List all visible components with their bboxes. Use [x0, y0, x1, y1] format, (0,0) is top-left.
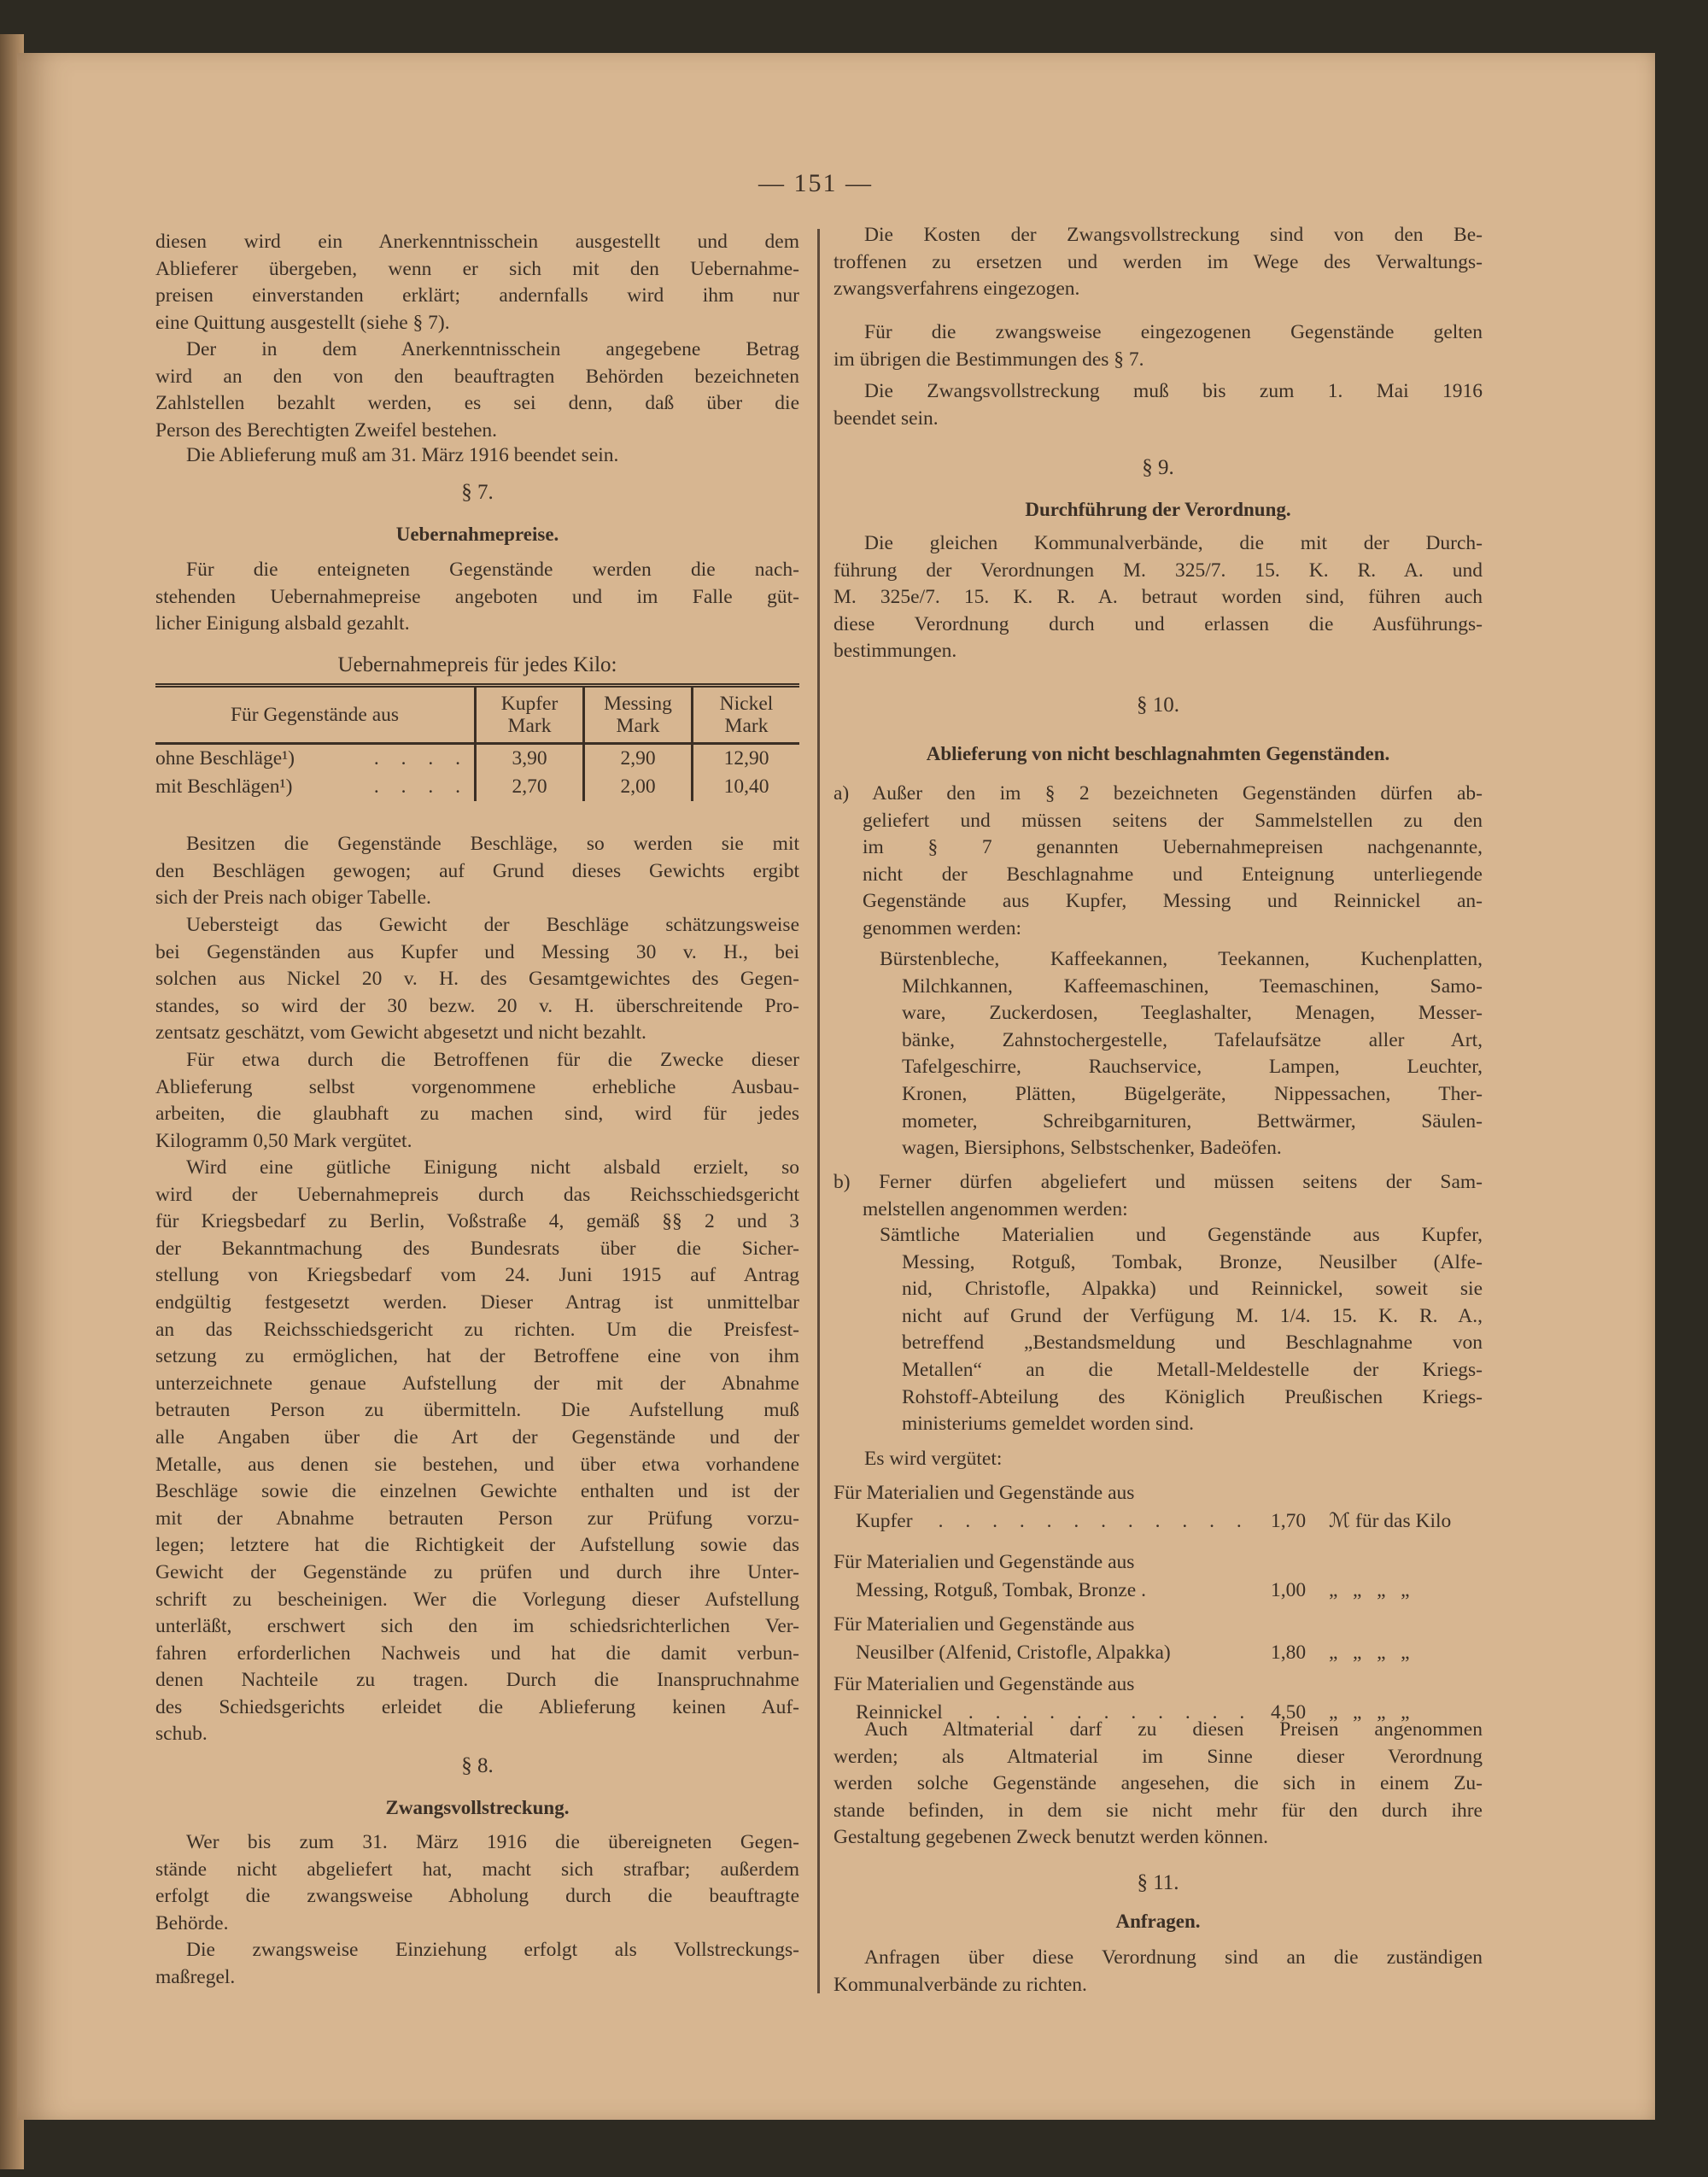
section-number: § 9. [1142, 456, 1174, 479]
paragraph [834, 222, 1483, 303]
row-label [155, 744, 476, 774]
text-line: Kilogramm 0,50 Mark vergütet. [155, 1129, 412, 1152]
text-line: endgültig festgesetzt werden. Dieser Antrag ist unmittelbar [155, 1290, 799, 1314]
text-line: Kommunalverbände zu richten. [834, 1973, 1087, 1996]
text-line: Die Zwangsvollstreckung muß bis zum 1. Mai 1916 [864, 380, 1483, 402]
text-line: maßregel. [155, 1965, 236, 1988]
paragraph [834, 319, 1483, 373]
text-line: betrauten Person zu übermitteln. Die Aufstellung muß [155, 1399, 799, 1422]
price-amount: 1,70 [1271, 1510, 1307, 1532]
table-cell: 10,40 [693, 773, 800, 801]
row-label-text: mit Beschlägen¹) [155, 775, 293, 798]
section-block [834, 692, 1483, 719]
paragraph [834, 1945, 1483, 1999]
text-line: wagen, Biersiphons, Selbstschenker, Badeöfen. [902, 1137, 1282, 1160]
text-line: des Schiedsgerichts erleidet die Ablieferung keinen Auf- [155, 1695, 799, 1718]
section-number: § 8. [461, 1754, 494, 1777]
paragraph [155, 557, 799, 638]
hang-block [834, 1169, 1483, 1223]
price-amount: 1,00 [1271, 1579, 1307, 1601]
table-cell: 12,90 [693, 744, 800, 774]
text-line: Metallen“ an die Metall-Meldestelle der Kriegs- [902, 1358, 1483, 1381]
text-line: bestimmungen. [834, 640, 957, 663]
text-line: bänke, Zahnstochergestelle, Tafelaufsätze aller Art, [902, 1028, 1483, 1051]
text-line: der Bekanntmachung des Bundesrats über die Sicher- [155, 1237, 799, 1260]
text-line: Wird eine gütliche Einigung nicht alsbald erzielt, so [186, 1156, 799, 1179]
text-line: geliefert und müssen seitens der Sammelstellen zu den [863, 809, 1483, 832]
text-line: Beschläge sowie die einzelnen Gewichte enthalten und ist der [155, 1480, 799, 1503]
text-line: alle Angaben über die Art der Gegenstände und der [155, 1425, 799, 1448]
text-line: Der in dem Anerkenntnisschein angegebene Betrag [186, 338, 799, 360]
table-row [155, 744, 799, 774]
text-line: legen; letztere hat die Richtigkeit der Aufstellung sowie das [155, 1534, 799, 1557]
list-block [834, 946, 1483, 1162]
paragraph [834, 530, 1483, 665]
price-item-label: Messing, Rotguß, Tombak, Bronze . [856, 1579, 1146, 1601]
text-line: M. 325e/7. 15. K. R. A. betraut worden sind, führen auch [834, 586, 1483, 609]
text-line: im übrigen die Bestimmungen des § 7. [834, 348, 1144, 371]
text-line: beendet sein. [834, 407, 939, 430]
text-line: melstellen angenommen werden: [863, 1197, 1128, 1220]
text-line: bei Gegenständen aus Kupfer und Messing 30 v. H., bei [155, 940, 799, 963]
title-block [834, 740, 1483, 768]
text-line: an das Reichsschiedsgericht zu richten. Um die Preisfest- [155, 1318, 799, 1341]
text-line: Es wird vergütet: [864, 1448, 1003, 1470]
price-item-heading: Für Materialien und Gegenstände aus [834, 1673, 1135, 1695]
column-header: Messing Mark [584, 688, 693, 744]
section-title: Uebernahmepreise. [395, 524, 559, 545]
text-line: ministeriums gemeldet worden sind. [902, 1413, 1195, 1436]
section-title: Anfragen. [1115, 1911, 1201, 1932]
section-block [834, 454, 1483, 482]
text-line: schrift zu bescheinigen. Wer die Vorlegung dieser Aufstellung [155, 1588, 799, 1611]
title-block [155, 1794, 799, 1822]
text-line: preisen einverstanden erklärt; andernfalls wird ihm nur [155, 284, 799, 307]
leader-dots: . . . . . . . . . . . [968, 1701, 1254, 1723]
paragraph [155, 1155, 799, 1748]
text-line: Rohstoff-Abteilung des Königlich Preußischen Kriegs- [902, 1385, 1483, 1408]
paragraph [155, 1047, 799, 1155]
text-line: mometer, Schreibgarnituren, Bettwärmer, Säulen- [902, 1109, 1483, 1132]
text-line: Uebersteigt das Gewicht der Beschläge schätzungsweise [186, 914, 799, 936]
text-line: sich der Preis nach obiger Tabelle. [155, 887, 431, 910]
text-line: zentsatz geschätzt, vom Gewicht abgesetzt und nicht bezahlt. [155, 1021, 646, 1045]
table-header-row [155, 688, 799, 744]
text-line: Kronen, Plätten, Bügelgeräte, Nippessachen, Ther- [902, 1082, 1483, 1105]
section-block [155, 479, 799, 506]
title-block [834, 1908, 1483, 1935]
price-unit: „ „ „ „ [1329, 1579, 1410, 1601]
text-line: führung der Verordnungen M. 325/7. 15. K. R. A. und [834, 559, 1483, 582]
page-number: — 151 — [758, 169, 873, 197]
paragraph [834, 378, 1483, 432]
text-line: Behörde. [155, 1911, 229, 1934]
text-line: Wer bis zum 31. März 1916 die übereigneten Gegen- [186, 1831, 799, 1853]
text-line: schub. [155, 1723, 208, 1746]
text-line: solchen aus Nickel 20 v. H. des Gesamtgewichtes des Gegen- [155, 968, 799, 991]
text-line: setzung zu ermöglichen, hat der Betroffene eine von ihm [155, 1345, 799, 1368]
table-caption: Uebernahmepreis für jedes Kilo: [337, 653, 617, 676]
section-block [155, 1753, 799, 1780]
text-line: denen Nachteile zu tragen. Durch die Inanspruchnahme [155, 1669, 799, 1692]
text-line: den Beschlägen gewogen; auf Grund dieses Gewichts ergibt [155, 859, 799, 882]
text-line: Messing, Rotguß, Tombak, Bronze, Neusilber (Alfe- [902, 1250, 1483, 1273]
section-number: § 7. [461, 481, 494, 504]
text-line: wird der Uebernahmepreis durch das Reichsschiedsgericht [155, 1183, 799, 1206]
paragraph [155, 1937, 799, 1991]
text-line: Besitzen die Gegenstände Beschläge, so werden sie mit [186, 833, 799, 855]
text-line: stande befinden, in dem sie nicht mehr für den durch ihre [834, 1799, 1483, 1822]
text-line: diesen wird ein Anerkenntnisschein ausgestellt und dem [155, 231, 799, 253]
table-cell: 2,70 [476, 773, 584, 801]
text-line: Tafelgeschirre, Rauchservice, Lampen, Leuchter, [902, 1056, 1483, 1079]
column-header-label: Für Gegenstände aus [155, 688, 476, 744]
text-line: licher Einigung alsbald gezahlt. [155, 612, 410, 635]
text-line: nicht der Beschlagnahme und Enteignung unterliegende [863, 863, 1483, 886]
text-line: Bürstenbleche, Kaffeekannen, Teekannen, Kuchenplatten, [880, 948, 1483, 970]
section-number: § 11. [1137, 1871, 1179, 1894]
text-line: für Kriegsbedarf zu Berlin, Voßstraße 4, gemäß §§ 2 und 3 [155, 1210, 799, 1233]
caption-block [155, 652, 799, 679]
text-line: diese Verordnung durch und erlassen die Ausführungs- [834, 612, 1483, 635]
price-item-row [834, 1577, 1483, 1604]
text-line: eine Quittung ausgestellt (siehe § 7). [155, 311, 450, 334]
price-item-row [834, 1639, 1483, 1666]
section-title: Ablieferung von nicht beschlagnahmten Gegenständen. [926, 743, 1390, 764]
paragraph [155, 831, 799, 912]
table-cell: 3,90 [476, 744, 584, 774]
title-block [155, 521, 799, 548]
leader-dots: . . . . [373, 775, 469, 798]
paragraph [155, 1829, 799, 1937]
text-line: Ablieferung selbst vorgenommene erhebliche Ausbau- [155, 1075, 799, 1098]
price-item-heading: Für Materialien und Gegenstände aus [834, 1551, 1135, 1573]
text-line: erfolgt die zwangsweise Abholung durch die beauftragte [155, 1885, 799, 1908]
price-item-heading: Für Materialien und Gegenstände aus [834, 1482, 1135, 1504]
text-line: Zahlstellen bezahlt werden, es sei denn, daß über die [155, 392, 799, 415]
text-line: nicht auf Grund der Verfügung M. 1/4. 15. K. R. A., [902, 1304, 1483, 1327]
list-block [834, 1222, 1483, 1438]
section-number: § 10. [1137, 693, 1179, 717]
table-cell: 2,90 [584, 744, 693, 774]
text-line: Person des Berechtigten Zweifel bestehen. [155, 418, 498, 442]
paragraph [155, 336, 799, 444]
row-label-text: ohne Beschläge¹) [155, 747, 295, 770]
text-line: arbeiten, die glaubhaft zu machen sind, wird für jedes [155, 1103, 799, 1126]
text-line: stände nicht abgeliefert hat, macht sich strafbar; außerdem [155, 1858, 799, 1881]
section-title: Durchführung der Verordnung. [1025, 499, 1291, 520]
table-block [155, 683, 799, 801]
price-amount: 4,50 [1271, 1701, 1307, 1723]
leader-dots: . . . . [373, 747, 469, 770]
text-line: betreffend „Bestandsmeldung und Beschlagnahme von [902, 1331, 1483, 1355]
text-line: Die gleichen Kommunalverbände, die mit der Durch- [864, 532, 1483, 554]
paragraph [155, 442, 799, 470]
text-line: werden; als Altmaterial im Sinne dieser Verordnung [834, 1745, 1483, 1768]
text-line: troffenen zu ersetzen und werden im Wege des Verwaltungs- [834, 250, 1483, 273]
text-line: zwangsverfahrens eingezogen. [834, 278, 1080, 301]
text-line: Für die enteigneten Gegenstände werden die nach- [186, 559, 799, 581]
text-line: Anfragen über diese Verordnung sind an die zuständigen [864, 1946, 1483, 1969]
text-line: Die zwangsweise Einziehung erfolgt als Vollstreckungs- [186, 1939, 799, 1961]
text-line: a) Außer den im § 2 bezeichneten Gegenständen dürfen ab- [834, 782, 1483, 805]
text-line: genommen werden: [863, 916, 1021, 939]
price-amount: 1,80 [1271, 1642, 1307, 1664]
text-line: Die Kosten der Zwangsvollstreckung sind von den Be- [864, 224, 1483, 246]
paragraph [834, 1717, 1483, 1852]
title-block [834, 496, 1483, 524]
text-line: Ablieferer übergeben, wenn er sich mit den Uebernahme- [155, 257, 799, 280]
price-unit: „ „ „ „ [1329, 1701, 1410, 1723]
section-block [834, 1870, 1483, 1897]
paragraph [155, 229, 799, 336]
price-item-heading: Für Materialien und Gegenstände aus [834, 1613, 1135, 1636]
text-line: Gewicht der Gegenstände zu prüfen und durch ihre Unter- [155, 1560, 799, 1583]
paragraph [155, 912, 799, 1047]
text-line: fahren erforderlichen Nachweis und hat die damit verbun- [155, 1642, 799, 1665]
price-item-label: Reinnickel [856, 1701, 943, 1723]
text-line: Gestaltung gegebenen Zweck benutzt werden können. [834, 1826, 1268, 1849]
column-header: Nickel Mark [693, 688, 800, 744]
text-line: Metalle, aus denen sie bestehen, und über etwa vorhandene [155, 1453, 799, 1476]
text-line: wird an den von den beauftragten Behörden bezeichneten [155, 365, 799, 388]
text-line: b) Ferner dürfen abgeliefert und müssen seitens der Sam- [834, 1171, 1483, 1193]
text-line: stellung von Kriegsbedarf vom 24. Juni 1915 auf Antrag [155, 1264, 799, 1287]
price-table [155, 688, 799, 801]
text-line: Gegenstände aus Kupfer, Messing und Reinnickel an- [863, 890, 1483, 913]
price-unit: „ „ „ „ [1329, 1642, 1410, 1664]
text-line: Sämtliche Materialien und Gegenstände aus Kupfer, [880, 1224, 1483, 1246]
text-line: im § 7 genannten Uebernahmepreisen nachgenannte, [863, 836, 1483, 859]
text-line: standes, so wird der 30 bezw. 20 v. H. überschreitende Pro- [155, 994, 799, 1017]
text-line: werden solche Gegenstände angesehen, die sich in einem Zu- [834, 1772, 1483, 1795]
text-line: ware, Zuckerdosen, Teeglashalter, Menagen, Messer- [902, 1002, 1483, 1025]
section-title: Zwangsvollstreckung. [385, 1797, 570, 1818]
text-line: Auch Altmaterial darf zu diesen Preisen angenommen [864, 1718, 1483, 1741]
text-line: mit der Abnahme betrauten Person zur Prüfung vorzu- [155, 1507, 799, 1530]
price-item-row [834, 1507, 1483, 1535]
row-label [155, 773, 476, 801]
price-item-label: Neusilber (Alfenid, Cristofle, Alpakka) [856, 1642, 1171, 1664]
text-line: unterzeichnete genaue Aufstellung der mit der Abnahme [155, 1372, 799, 1395]
column-header: Kupfer Mark [476, 688, 584, 744]
hang-block [834, 781, 1483, 943]
text-line: Für die zwangsweise eingezogenen Gegenstände gelten [864, 321, 1483, 343]
text-line: Milchkannen, Kaffeemaschinen, Teemaschinen, Samo- [902, 974, 1483, 998]
column-divider [817, 229, 820, 1993]
text-line: Für etwa durch die Betroffenen für die Zwecke dieser [186, 1049, 799, 1071]
text-line: stehenden Uebernahmepreise angeboten und im Falle güt- [155, 585, 799, 608]
text-line: nid, Christofle, Alpakka) und Reinnickel, soweit sie [902, 1278, 1483, 1301]
price-item-label: Kupfer [856, 1510, 913, 1532]
table-cell: 2,00 [584, 773, 693, 801]
table-row [155, 773, 799, 801]
text-line: Die Ablieferung muß am 31. März 1916 beendet sein. [186, 444, 619, 466]
text-line: unterläßt, erschwert sich den im schiedsrichterlichen Ver- [155, 1615, 799, 1638]
leader-dots: . . . . . . . . . . . . [938, 1510, 1250, 1532]
paragraph [834, 1446, 1483, 1473]
price-unit: ℳ für das Kilo [1329, 1510, 1452, 1532]
